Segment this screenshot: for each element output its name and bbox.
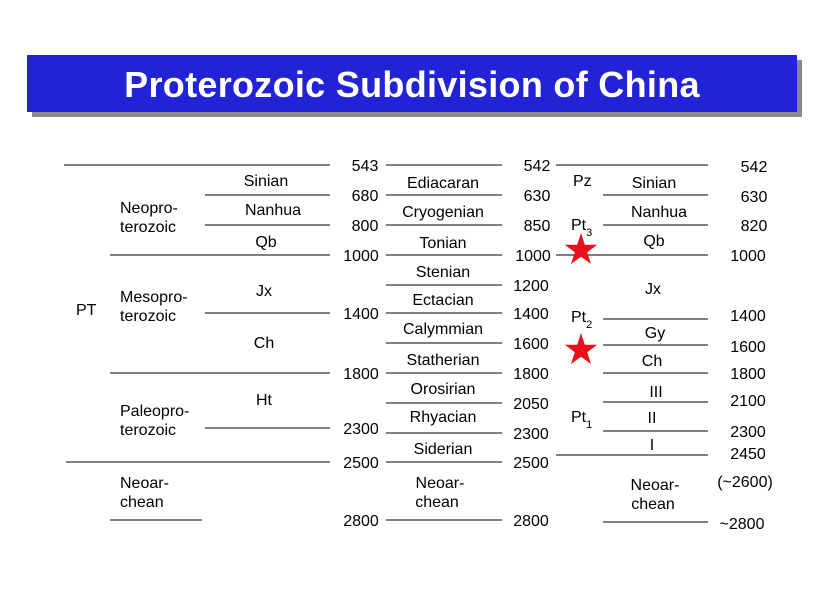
- col3-unit-jx: Jx: [645, 281, 661, 298]
- col1-age: 2500: [343, 455, 379, 472]
- col3-age: 542: [740, 159, 768, 176]
- page-title: Proterozoic Subdivision of China: [124, 64, 700, 105]
- period-ediacaran: Ediacaran: [406, 175, 480, 192]
- col3-age: 1400: [730, 308, 766, 325]
- col3-unit-qb: Qb: [643, 233, 665, 250]
- unit-qb: Qb: [255, 234, 277, 251]
- col3-age: 1000: [730, 248, 766, 265]
- col2-age: 1400: [513, 306, 549, 323]
- col3-age: 2450: [730, 446, 766, 463]
- col3-unit-sinian: Sinian: [631, 175, 677, 192]
- period-statherian: Statherian: [406, 352, 480, 369]
- mesoproterozoic-label-line2: terozoic: [120, 308, 177, 325]
- col3-unit-ii: II: [647, 410, 657, 427]
- pt2-label-sub: 2: [586, 319, 593, 331]
- col1-age: 680: [351, 188, 379, 205]
- col3-age: (~2600): [717, 474, 773, 491]
- period-cryogenian: Cryogenian: [402, 204, 484, 221]
- col1-age: 1000: [343, 248, 379, 265]
- pt-label: PT: [76, 302, 97, 319]
- period-stenian: Stenian: [415, 264, 471, 281]
- period-orosirian: Orosirian: [410, 381, 476, 398]
- mesoproterozoic-label-line1: Mesopro-: [120, 289, 188, 306]
- col1-age: 1400: [343, 306, 379, 323]
- col3-unit-iii: III: [649, 384, 663, 401]
- pt2-label: [571, 309, 592, 331]
- col3-age: 1600: [730, 339, 766, 356]
- col1-age: 2800: [343, 513, 379, 530]
- col3-age: 630: [740, 189, 768, 206]
- neoproterozoic-label-line2: terozoic: [120, 219, 177, 236]
- star-icon: [565, 333, 597, 364]
- col2-age: 2800: [513, 513, 549, 530]
- col3-neoarchean-line1: Neoar-: [630, 477, 680, 494]
- col3-neoarchean-line2: chean: [631, 496, 675, 513]
- paleoproterozoic-label-line2: terozoic: [120, 422, 177, 439]
- paleoproterozoic-label-line1: Paleopro-: [120, 403, 190, 420]
- pz-label: Pz: [573, 173, 592, 190]
- star-icon: [565, 233, 597, 264]
- period-ectacian: Ectacian: [412, 292, 474, 309]
- col1-age: 800: [351, 218, 379, 235]
- period-calymmian: Calymmian: [402, 321, 484, 338]
- neoproterozoic-label-line1: Neopro-: [120, 200, 178, 217]
- col1-age: 543: [351, 158, 379, 175]
- col1-age: 1800: [343, 366, 379, 383]
- col1-age: 2300: [343, 421, 379, 438]
- unit-ht: Ht: [256, 392, 272, 409]
- pt3-label-base: Pt: [571, 217, 587, 234]
- period-rhyacian: Rhyacian: [409, 409, 477, 426]
- neoarchean-label-line2: chean: [120, 494, 164, 511]
- col3-unit-i: I: [649, 437, 655, 454]
- unit-jx: Jx: [256, 283, 272, 300]
- col2-age: 542: [523, 158, 551, 175]
- col2-neoarchean-line2: chean: [415, 494, 459, 511]
- col3-age: 820: [740, 218, 768, 235]
- pt1-label-sub: 1: [586, 419, 593, 431]
- col3-unit-gy: Gy: [644, 325, 666, 342]
- col2-age: 1200: [513, 278, 549, 295]
- neoarchean-label-line1: Neoar-: [120, 475, 169, 492]
- col2-age: 2500: [513, 455, 549, 472]
- col2-age: 2050: [513, 396, 549, 413]
- col2-age: 1000: [515, 248, 551, 265]
- col2-age: 2300: [513, 426, 549, 443]
- col2-age: 1800: [513, 366, 549, 383]
- pt1-label-base: Pt: [571, 409, 587, 426]
- col3-age: 2100: [730, 393, 766, 410]
- col3-unit-nanhua: Nanhua: [630, 204, 688, 221]
- pt2-label-base: Pt: [571, 309, 587, 326]
- col2-neoarchean-line1: Neoar-: [415, 475, 465, 492]
- col2-age: 1600: [513, 336, 549, 353]
- col3-unit-ch: Ch: [641, 353, 663, 370]
- pt1-label: [571, 409, 592, 431]
- col3-age: ~2800: [719, 516, 765, 533]
- unit-nanhua: Nanhua: [244, 202, 302, 219]
- pt3-label-sub: 3: [586, 227, 593, 239]
- unit-ch: Ch: [253, 335, 275, 352]
- col3-age: 2300: [730, 424, 766, 441]
- period-siderian: Siderian: [413, 441, 473, 458]
- period-tonian: Tonian: [419, 235, 467, 252]
- col3-age: 1800: [730, 366, 766, 383]
- col2-age: 630: [523, 188, 551, 205]
- unit-sinian: Sinian: [243, 173, 289, 190]
- col2-age: 850: [523, 218, 551, 235]
